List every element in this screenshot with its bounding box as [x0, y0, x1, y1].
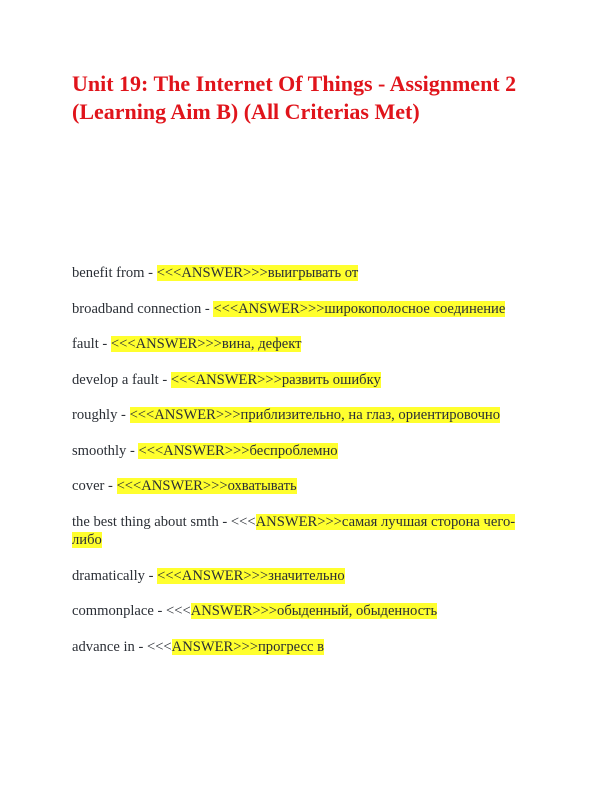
- vocab-entry: [72, 638, 542, 657]
- vocab-answer: ANSWER>>>самая лучшая сторона чего-либо: [72, 513, 516, 548]
- vocab-term: smoothly -: [72, 442, 139, 459]
- vocab-answer: ANSWER>>>обыденный, обыденность: [190, 603, 438, 619]
- vocab-entry: [72, 513, 542, 550]
- vocab-entry: [72, 477, 542, 496]
- vocab-term: benefit from -: [72, 265, 157, 281]
- vocab-answer: <<<ANSWER>>>широкополосное соединение: [213, 300, 506, 317]
- vocab-answer: <<<ANSWER>>>вина, дефект: [110, 336, 302, 352]
- vocab-term: roughly -: [72, 407, 130, 423]
- vocab-entry: [72, 406, 542, 425]
- vocab-answer: ANSWER>>>прогресс в: [171, 638, 325, 655]
- vocab-answer: <<<ANSWER>>>выигрывать от: [156, 265, 359, 281]
- vocab-term: advance in -: [72, 638, 147, 655]
- document-title: Unit 19: The Internet Of Things - Assignment 2 (Learning Aim B) (All Criterias Met): [72, 71, 517, 124]
- vocab-entry: [72, 371, 542, 390]
- vocab-answer: <<<ANSWER>>>развить ошибку: [170, 371, 381, 388]
- vocab-entry: [72, 442, 542, 461]
- vocab-entry: [72, 300, 542, 319]
- vocab-entry: [72, 335, 542, 354]
- vocab-term: broadband connection -: [72, 300, 214, 317]
- vocab-term: fault -: [72, 336, 111, 352]
- vocab-term: commonplace -: [72, 603, 167, 619]
- vocabulary-list: [72, 264, 542, 673]
- vocab-term: the best thing about smth -: [72, 513, 231, 530]
- vocab-answer-prefix: <<<: [230, 513, 256, 530]
- vocab-entry: [72, 567, 542, 586]
- vocab-answer: <<<ANSWER>>>приблизительно, на глаз, ориентировочно: [129, 407, 501, 423]
- vocab-answer: <<<ANSWER>>>беспроблемно: [138, 442, 338, 459]
- vocab-answer-prefix: <<<: [166, 603, 191, 619]
- vocab-term: develop a fault -: [72, 371, 171, 388]
- vocab-answer: <<<ANSWER>>>охватывать: [116, 478, 297, 494]
- vocab-entry: [72, 264, 542, 283]
- vocab-entry: [72, 602, 542, 621]
- vocab-answer-prefix: <<<: [146, 638, 172, 655]
- vocab-term: dramatically -: [72, 567, 158, 584]
- vocab-answer: <<<ANSWER>>>значительно: [157, 567, 345, 584]
- vocab-term: cover -: [72, 478, 117, 494]
